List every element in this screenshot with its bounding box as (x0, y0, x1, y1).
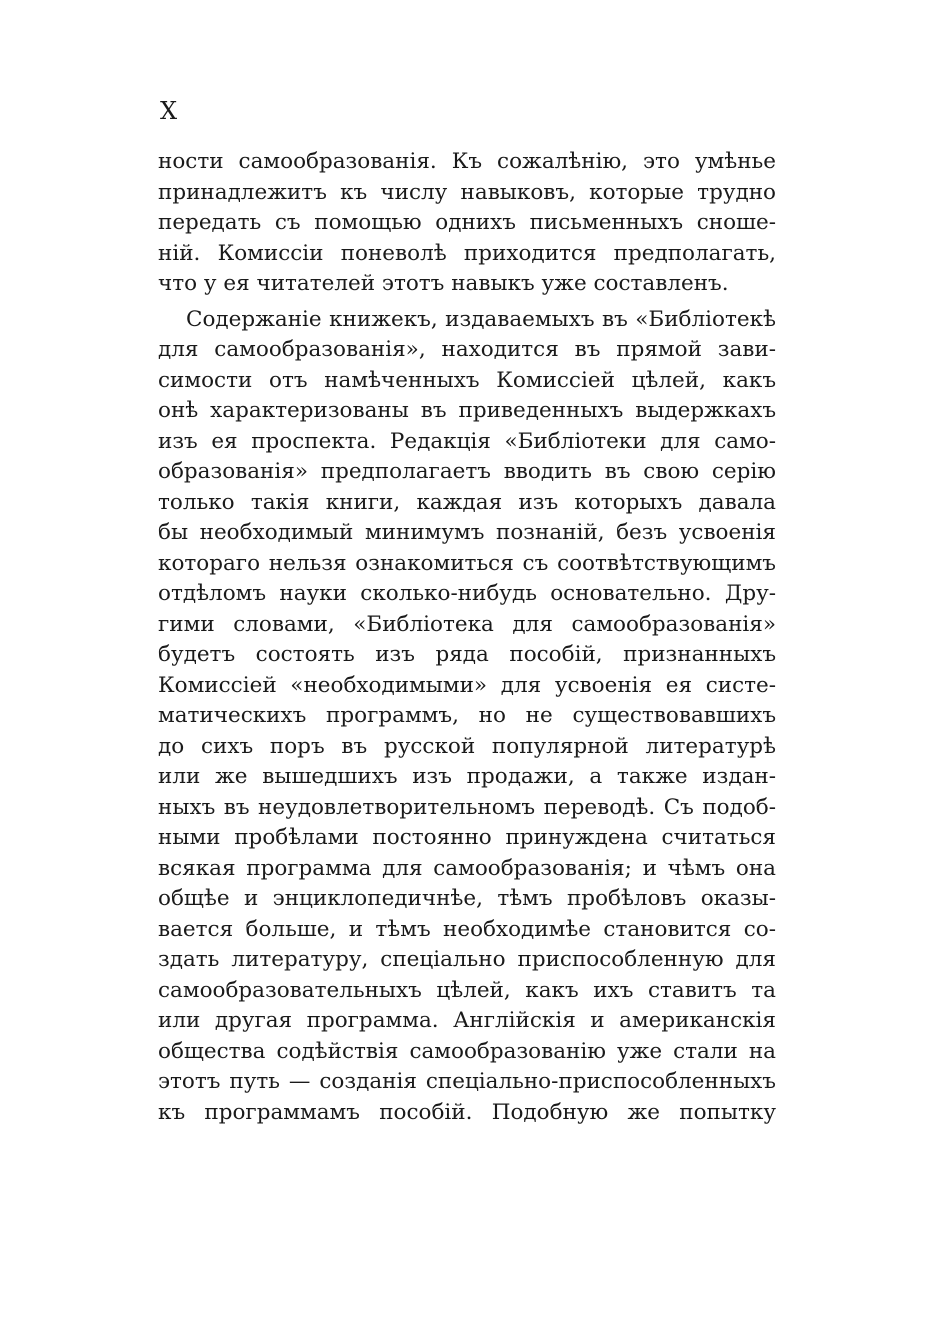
text-line: передать съ помощью однихъ письменныхъ сноше- (158, 210, 776, 235)
text-line: ными пробѣлами постоянно принуждена считаться (158, 825, 776, 850)
text-line: онѣ характеризованы въ приведенныхъ выдержкахъ (158, 398, 776, 423)
text-line: до сихъ поръ въ русской популярной литературѣ (158, 733, 776, 759)
text-line: изъ ея проспекта. Редакція «Библіотеки для само- (158, 428, 776, 454)
text-line: отдѣломъ науки сколько-нибудь основательно. Дру- (158, 581, 776, 606)
text-line: всякая программа для самообразованія; и чѣмъ она (158, 855, 776, 881)
text-line: Содержаніе книжекъ, издаваемыхъ въ «Библіотекѣ (186, 306, 776, 332)
paragraph-2 (158, 305, 776, 1129)
text-line: принадлежитъ къ числу навыковъ, которые трудно (158, 179, 776, 205)
text-line: бы необходимый минимумъ познаній, безъ усвоенія (158, 520, 776, 545)
text-line: что у ея читателей этотъ навыкъ уже составленъ. (158, 271, 729, 296)
text-line: этотъ путь — созданія спеціально-приспособленныхъ (158, 1069, 776, 1094)
text-line: къ программамъ пособій. Подобную же попытку (158, 1099, 776, 1125)
text-line: ній. Комиссіи поневолѣ приходится предполагать, (158, 240, 776, 266)
text-line: котораго нельзя ознакомиться съ соотвѣтствующимъ (158, 550, 776, 576)
paragraph-1 (158, 147, 776, 300)
text-line: или же вышедшихъ изъ продажи, а также издан- (158, 764, 776, 789)
text-line: или другая программа. Англійскія и американскія (158, 1008, 776, 1033)
text-line: только такія книги, каждая изъ которыхъ давала (158, 489, 776, 515)
body-text (158, 147, 776, 1128)
text-line: вается больше, и тѣмъ необходимѣе становится со- (158, 916, 776, 942)
text-line: самообразовательныхъ цѣлей, какъ ихъ ставитъ та (158, 977, 776, 1003)
text-line: общѣе и энциклопедичнѣе, тѣмъ пробѣловъ оказы- (158, 886, 776, 911)
text-line: симости отъ намѣченныхъ Комиссіей цѣлей, какъ (158, 367, 776, 393)
text-line: Комиссіей «необходимыми» для усвоенія ея систе- (158, 672, 776, 698)
text-line: ныхъ въ неудовлетворительномъ переводѣ. Съ подоб- (158, 794, 776, 820)
text-line: образованія» предполагаетъ вводить въ свою серію (158, 459, 776, 484)
text-line: для самообразованія», находится въ прямой зави- (158, 337, 776, 362)
text-line: гими словами, «Библіотека для самообразованія» (158, 611, 776, 637)
text-line: будетъ состоять изъ ряда пособій, признанныхъ (158, 642, 776, 667)
page-number: X (160, 97, 178, 125)
text-line: ности самообразованія. Къ сожалѣнію, это умѣнье (158, 149, 776, 174)
text-line: общества содѣйствія самообразованію уже стали на (158, 1038, 776, 1064)
text-line: матическихъ программъ, но не существовавшихъ (158, 703, 776, 728)
text-line: здать литературу, спеціально приспособленную для (158, 947, 776, 972)
